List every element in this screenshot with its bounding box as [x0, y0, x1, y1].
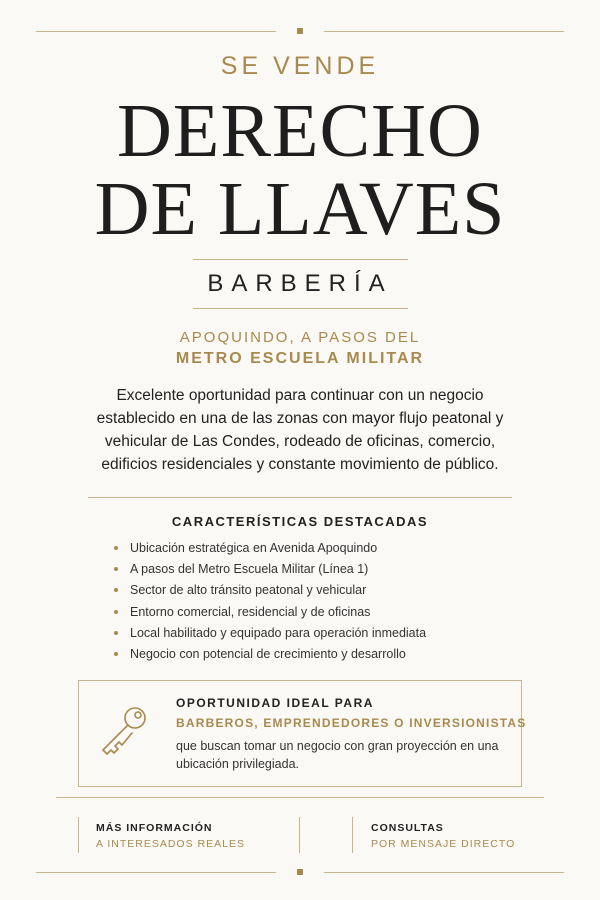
bullet-icon [114, 631, 118, 635]
subtitle-rule-bottom [193, 308, 408, 309]
feature-item: Entorno comercial, residencial y de oficinas [114, 602, 426, 623]
top-ornament [297, 28, 303, 34]
feature-item: Sector de alto tránsito peatonal y vehicular [114, 580, 426, 601]
bullet-icon [114, 567, 118, 571]
bottom-divider-left [36, 872, 276, 873]
bottom-divider-right [324, 872, 564, 873]
contact-sub: POR MENSAJE DIRECTO [371, 838, 516, 850]
info-label: MÁS INFORMACIÓN [96, 822, 213, 834]
opportunity-heading: OPORTUNIDAD IDEAL PARA [176, 696, 374, 710]
footer-accent-bar [78, 817, 79, 853]
features-list [114, 538, 426, 665]
title-line-2: DE LLAVES [94, 167, 506, 251]
bullet-icon [114, 546, 118, 550]
title-line-1: DERECHO [117, 89, 483, 173]
bullet-icon [114, 610, 118, 614]
contact-label: CONSULTAS [371, 822, 444, 834]
opportunity-audience: BARBEROS, EMPRENDEDORES O INVERSIONISTAS [176, 716, 527, 730]
top-divider-right [324, 31, 564, 32]
footer-accent-bar [352, 817, 353, 853]
bottom-ornament [297, 869, 303, 875]
footer-divider [56, 797, 544, 798]
info-sub: A INTERESADOS REALES [96, 838, 245, 850]
feature-item: A pasos del Metro Escuela Militar (Línea 1) [114, 559, 426, 580]
key-icon [97, 701, 153, 757]
top-divider-left [36, 31, 276, 32]
description: Excelente oportunidad para continuar con un negocio establecido en una de las zonas con mayor flujo peatonal y vehicular de Las Condes, rodeado de oficinas, comercio, edificios residenciales y constante movimiento de público. [96, 387, 504, 473]
opportunity-text: que buscan tomar un negocio con gran proyección en una ubicación privilegiada. [176, 739, 499, 771]
subtitle: BARBERÍA [207, 270, 393, 297]
opportunity-box [78, 680, 527, 787]
location-line-2: METRO ESCUELA MILITAR [175, 350, 425, 367]
location-line-1: APOQUINDO, A PASOS DEL [179, 329, 421, 346]
feature-item: Local habilitado y equipado para operación inmediata [114, 623, 426, 644]
subtitle-rule-top [193, 259, 408, 260]
kicker-text: SE VENDE [220, 52, 380, 80]
features-title: CARACTERÍSTICAS DESTACADAS [171, 514, 429, 529]
footer-separator [299, 817, 300, 853]
bullet-icon [114, 652, 118, 656]
feature-item: Ubicación estratégica en Avenida Apoquindo [114, 538, 426, 559]
feature-item: Negocio con potencial de crecimiento y desarrollo [114, 644, 426, 665]
section-divider [88, 497, 512, 498]
bullet-icon [114, 588, 118, 592]
